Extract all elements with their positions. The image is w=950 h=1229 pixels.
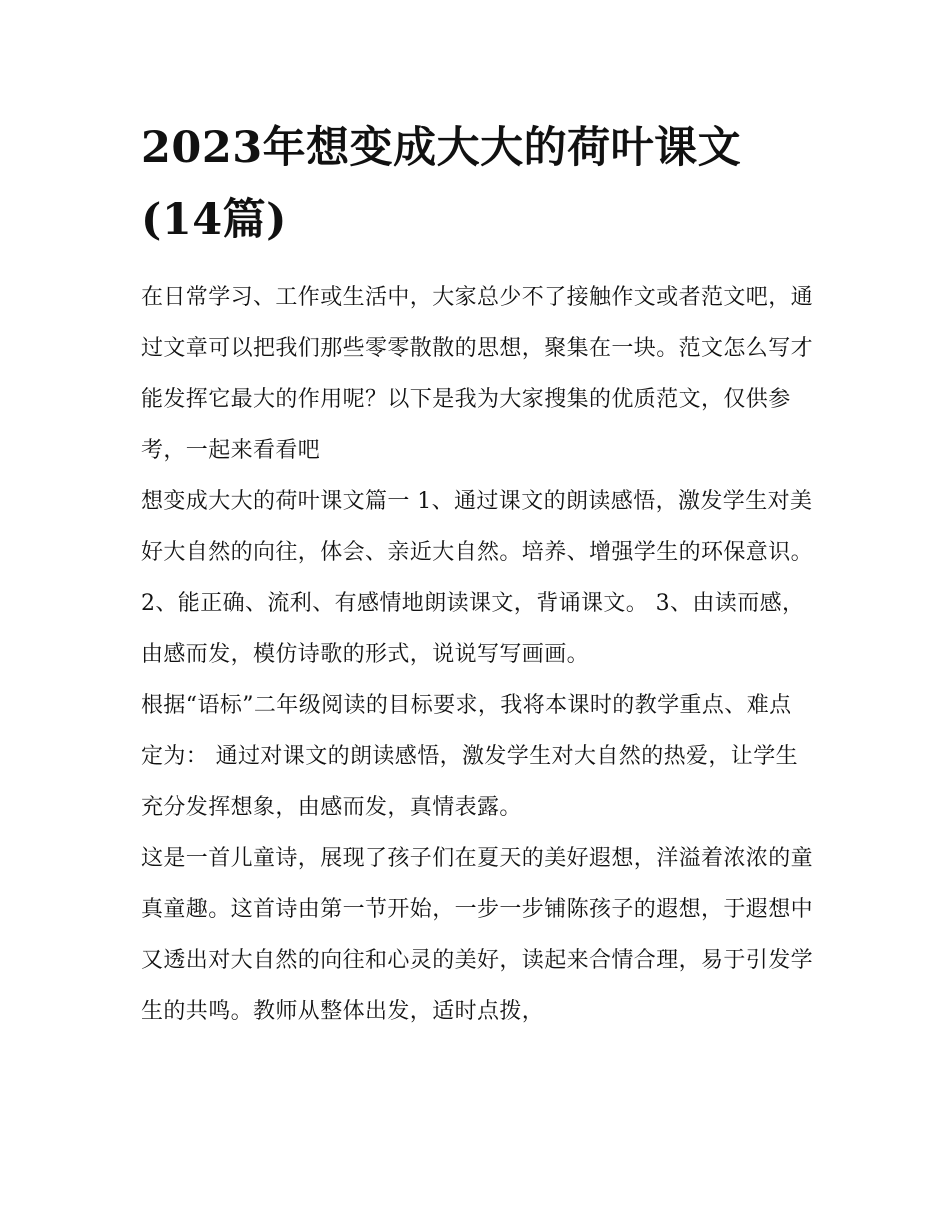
page-title [141, 112, 813, 256]
title-line-2: (14篇) [141, 195, 288, 245]
paragraph-key-points: 根据“语标”二年级阅读的目标要求，我将本课时的教学重点、难点定为： 通过对课文的朗读感悟，激发学生对大自然的热爱，让学生充分发挥想象，由感而发，真情表露。 [141, 693, 798, 820]
paragraph-analysis: 这是一首儿童诗，展现了孩子们在夏天的美好遐想，洋溢着浓浓的童真童趣。这首诗由第一节开始，一步一步铺陈孩子的遐想，于遐想中又透出对大自然的向往和心灵的美好，读起来合情合理，易于引发学生的共鸣。教师从整体出发，适时点拨， [141, 846, 814, 1024]
title-line-1: 2023年想变成大大的荷叶课文 [141, 123, 742, 173]
paragraph-objective-1: 想变成大大的荷叶课文篇一 1、通过课文的朗读感悟，激发学生对美好大自然的向往，体会、亲近大自然。培养、增强学生的环保意识。 [141, 489, 814, 565]
document-body [141, 112, 813, 1037]
paragraph-objective-2: 2、能正确、流利、有感情地朗读课文，背诵课文。 3、由读而感，由感而发，模仿诗歌的形式，说说写写画画。 [141, 591, 805, 667]
intro-paragraph: 在日常学习、工作或生活中，大家总少不了接触作文或者范文吧，通过文章可以把我们那些零零散散的思想，聚集在一块。范文怎么写才能发挥它最大的作用呢？以下是我为大家搜集的优质范文，仅供参考，一起来看看吧 [141, 285, 814, 463]
